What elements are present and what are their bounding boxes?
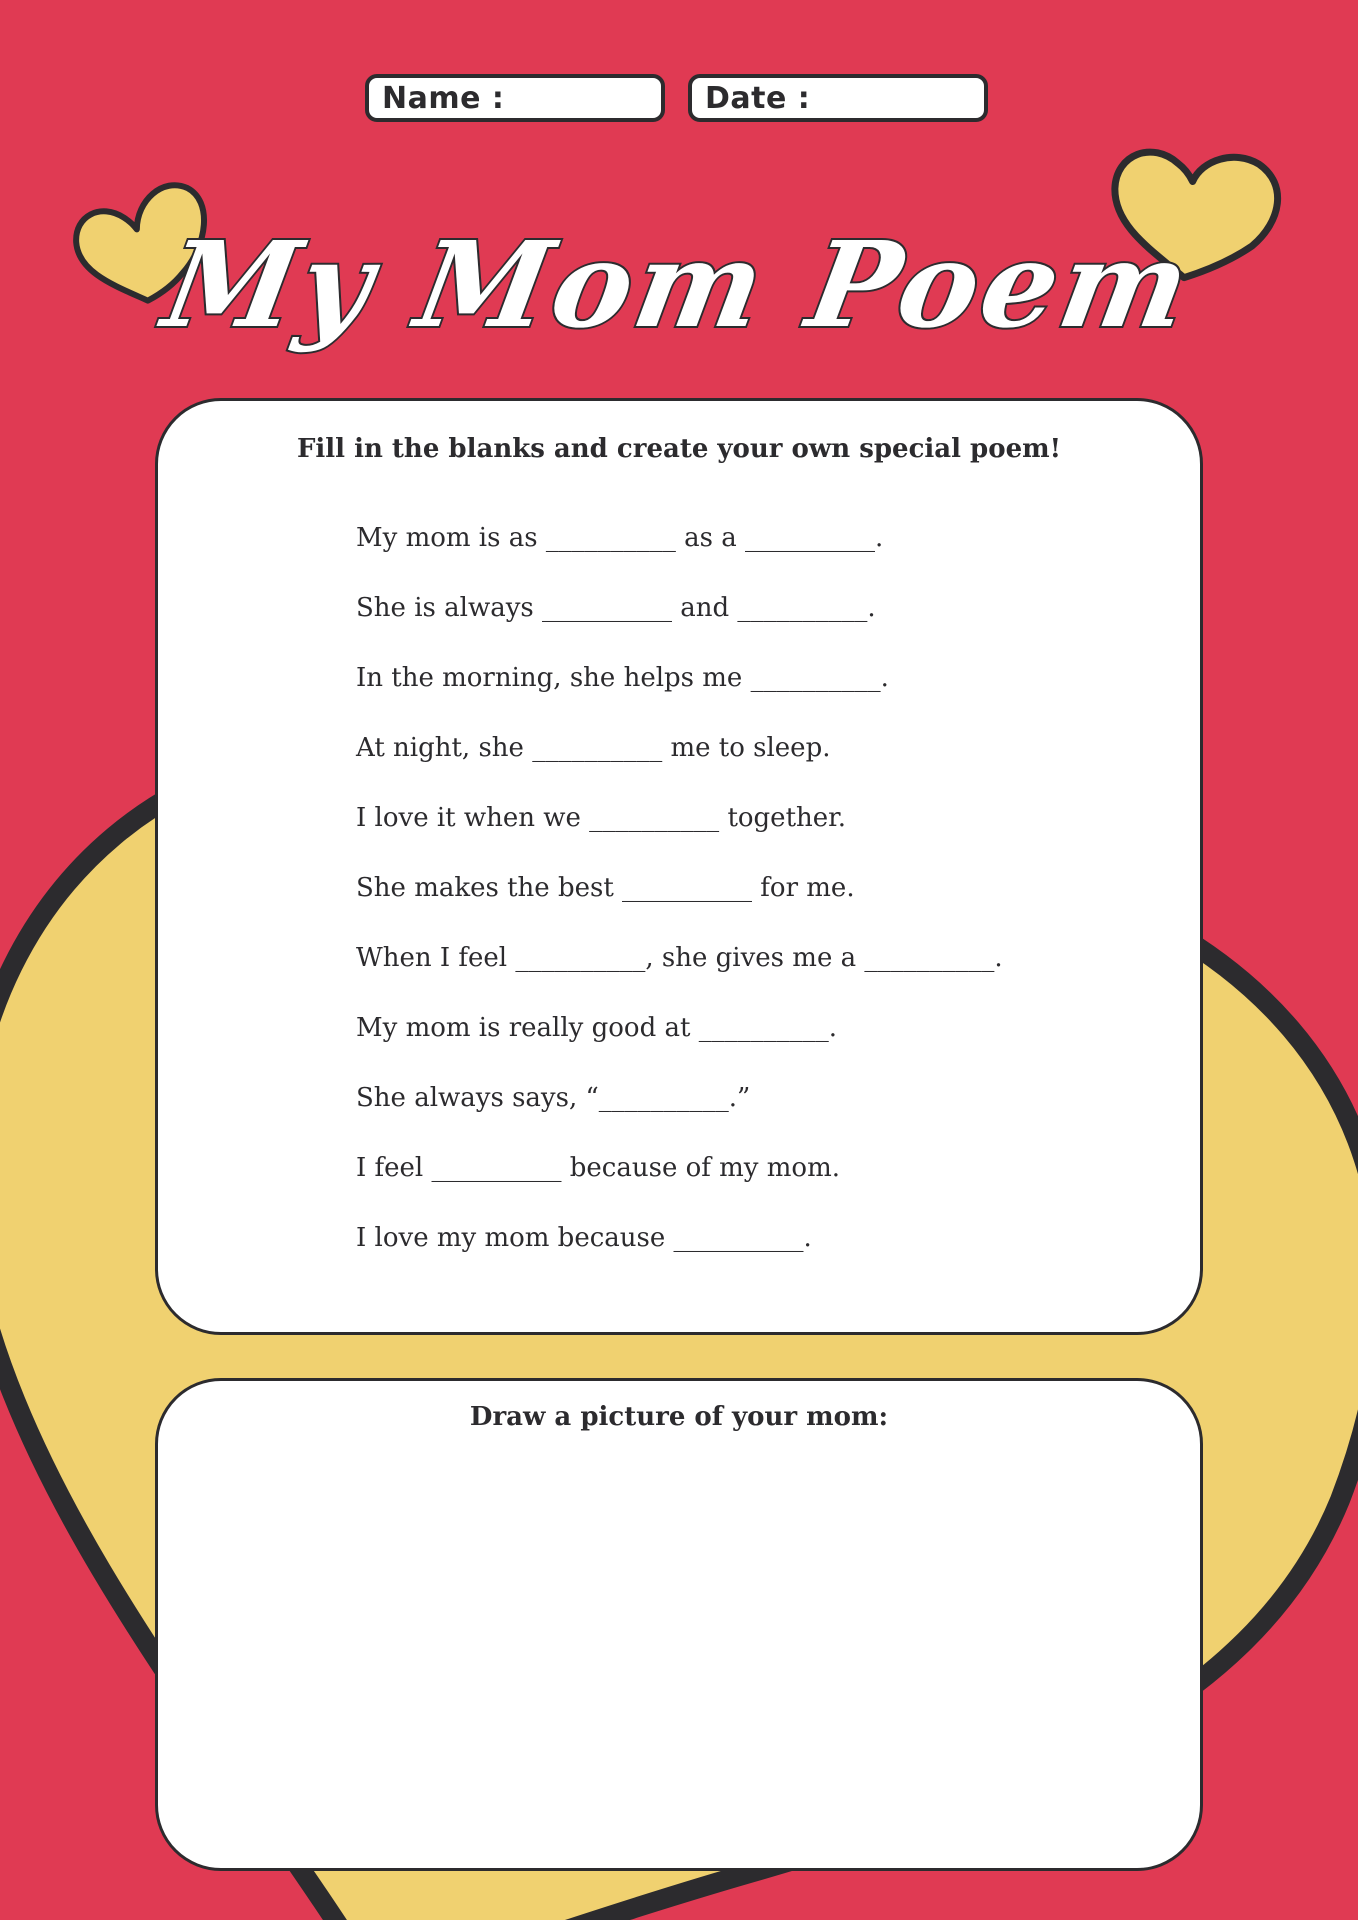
poem-line[interactable]: I love my mom because __________. bbox=[356, 1223, 812, 1253]
poem-line[interactable]: She makes the best __________ for me. bbox=[356, 873, 855, 903]
poem-instructions: Fill in the blanks and create your own special poem! bbox=[296, 434, 1062, 464]
name-label: Name : bbox=[382, 80, 505, 116]
poem-line[interactable]: She is always __________ and __________. bbox=[356, 593, 876, 623]
poem-card bbox=[155, 398, 1203, 1335]
date-field[interactable] bbox=[688, 74, 988, 122]
poem-lines-list bbox=[356, 503, 1003, 1273]
poem-line[interactable]: When I feel __________, she gives me a __________. bbox=[356, 943, 1003, 973]
name-field[interactable] bbox=[365, 74, 665, 122]
page-title: My Mom Poem bbox=[154, 215, 1204, 354]
poem-line[interactable]: My mom is as __________ as a __________. bbox=[356, 523, 884, 553]
poem-line[interactable]: In the morning, she helps me __________. bbox=[356, 663, 889, 693]
poem-line[interactable]: I feel __________ because of my mom. bbox=[356, 1153, 840, 1183]
poem-line[interactable]: She always says, “__________.” bbox=[356, 1083, 751, 1113]
drawing-card bbox=[155, 1378, 1203, 1871]
date-label: Date : bbox=[705, 80, 811, 116]
poem-line[interactable]: I love it when we __________ together. bbox=[356, 803, 846, 833]
drawing-area[interactable] bbox=[178, 1461, 1180, 1848]
drawing-instructions: Draw a picture of your mom: bbox=[469, 1402, 889, 1432]
poem-line[interactable]: At night, she __________ me to sleep. bbox=[356, 733, 831, 763]
poem-line[interactable]: My mom is really good at __________. bbox=[356, 1013, 837, 1043]
